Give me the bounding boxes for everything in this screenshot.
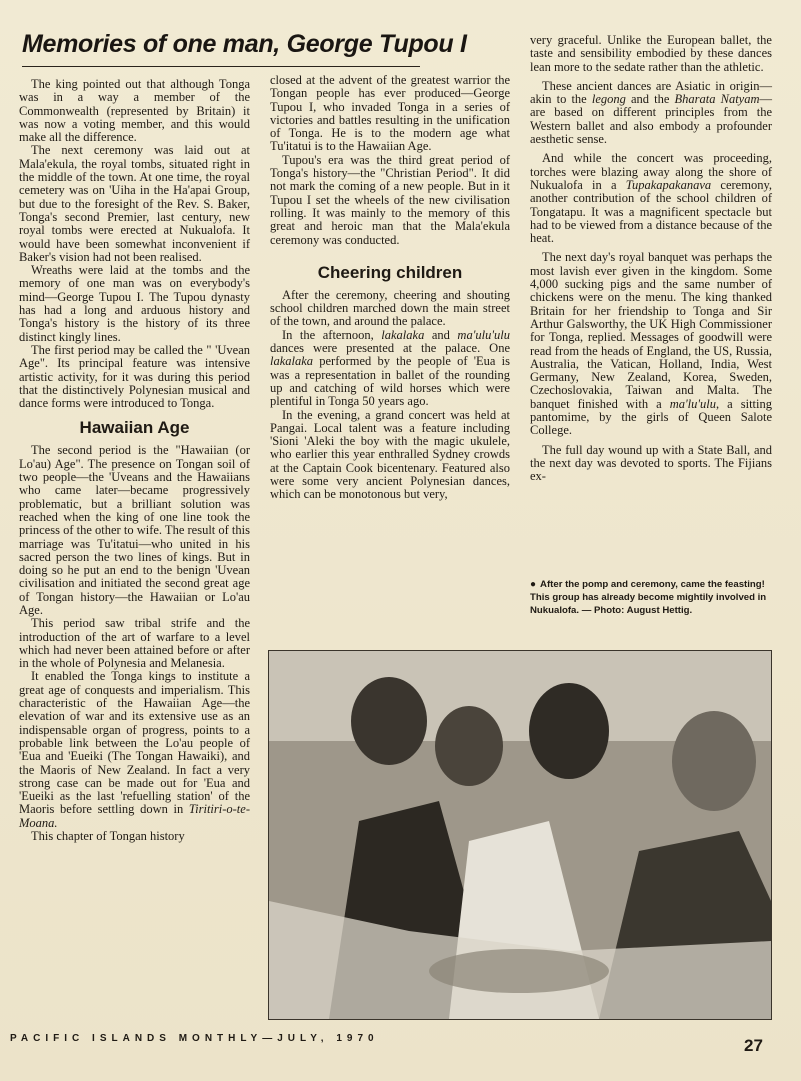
italic-text: ma'lu'ulu bbox=[669, 396, 717, 411]
paragraph: closed at the advent of the greatest warrior the Tongan people has ever produced—George Tupou I, who invaded Tonga in a series of victories and battles resulting in the unification of Tonga. He is to the modern age what Tu'itatui is to the Hawaiian Age. bbox=[270, 73, 510, 154]
paragraph: Tupou's era was the third great period of Tonga's history—the "Christian Period". It did not mark the coming of a new people. But in it Tupou I set the wheels of the new civilisation rolling. It was mainly to the memory of this great and heroic man that the Mala'ekula ceremony was conducted. bbox=[270, 152, 510, 247]
italic-text: Bharata Natyam bbox=[674, 92, 760, 107]
italic-text: Tupakapakanava bbox=[625, 177, 712, 192]
subheading-cheering-children: Cheering children bbox=[317, 262, 463, 282]
text-run: —are based on different principles from the Western ballet and also embody a profounder aesthetic sense. bbox=[530, 92, 772, 147]
italic-text: lakalaka bbox=[270, 354, 314, 369]
italic-text: ma'ulu'ulu bbox=[457, 327, 510, 342]
text-run: and the bbox=[625, 92, 675, 107]
paragraph: The next ceremony was laid out at Mala'ekula, the royal tombs, situated right in the middle of the town. At one time, the royal cemetery was on 'Uiha in the Ha'apai Group, but due to the foresight of the Rev. S. Baker, Tonga's second Premier, last century, new royal tombs were erected at Nukualofa. It would have been somewhat inconvenient if Baker's vision had not been realised. bbox=[19, 143, 250, 264]
italic-text: legong bbox=[591, 92, 626, 107]
headline-rule bbox=[22, 66, 420, 67]
page-footer: PACIFIC ISLANDS MONTHLY—JULY, 1970 bbox=[10, 1033, 379, 1044]
paragraph bbox=[530, 251, 772, 437]
italic-text: Tiritiri-o-te-Moana. bbox=[19, 802, 250, 830]
photo-illustration bbox=[269, 651, 771, 1019]
paragraph: This period saw tribal strife and the introduction of the art of warfare to a level which had never been attained before or after in the whole of Polynesia and Melanesia. bbox=[19, 616, 250, 671]
paragraph bbox=[530, 152, 772, 245]
paragraph: In the evening, a grand concert was held at Pangai. Local talent was a feature including 'Sioni 'Aleki the boy with the magic ukulele, who earlier this year enthralled Sydney crowds at the Captain Cook bicentenary. Featured also were some very ancient Polynesian dances, which can be monotonous but very, bbox=[270, 407, 510, 502]
text-run: and bbox=[424, 327, 458, 342]
text-run: ceremony, another contribution of the school children of Tongatapu. It was a magnificent spectacle but had to be viewed from a distance because of the heat. bbox=[530, 177, 773, 246]
page-number: 27 bbox=[744, 1036, 763, 1055]
article-headline: Memories of one man, George Tupou I bbox=[22, 30, 467, 58]
text-run: And while the concert was proceeding, torches were blazing away along the shore of Nukualofa in a bbox=[530, 151, 772, 192]
paragraph bbox=[19, 670, 250, 830]
paragraph bbox=[270, 329, 510, 409]
paragraph: This chapter of Tongan history bbox=[31, 829, 185, 844]
paragraph: The second period is the "Hawaiian (or Lo'au) Age". The presence on Tongan soil of two people—the 'Uveans and the Hawaiians who came later—became progressively problematic, but a brilliant solution was reached when the king of one line took the princess of the other to wife. The result of this marriage was Tu'itatui—who united in his sacred person the two lines of kings. But in doing so he put an end to the benign 'Uvean civilisation and initiated the second great age of Tongan history—the Hawaiian or Lo'au Age. bbox=[19, 443, 250, 617]
text-run: It enabled the Tonga kings to institute a great age of conquests and imperialism. This characteristic of the Hawaiian Age—the elevation of war and its extensive use as an indispensable organ of progress, points to a probable link between the Lo'au people of 'Eua and 'Eueiki (The Tongan Hawaiki), and the Maoris of New Zealand. In fact a very strong case can be made out for 'Eua and 'Eueiki as the last 'refuelling station' of the Maoris before settling down in bbox=[19, 669, 250, 817]
paragraph: The king pointed out that although Tonga was in a way a member of the Commonwealth (represented by Britain) it was now a voting member, and this would make all the difference. bbox=[19, 77, 250, 145]
paragraph: Wreaths were laid at the tombs and the memory of one man was on everybody's mind—George Tupou I. The Tupou dynasty has had a long and arduous history and Tonga's history is the history of its three distinct kingly lines. bbox=[19, 263, 250, 344]
text-run: In the afternoon, bbox=[282, 327, 382, 342]
caption-bullet: ● bbox=[530, 579, 537, 590]
paragraph: After the ceremony, cheering and shouting school children marched down the main street of the town, and around the palace. bbox=[270, 287, 510, 329]
paragraph: The full day wound up with a State Ball, and the next day was devoted to sports. The Fijians ex- bbox=[530, 442, 772, 484]
photo-caption bbox=[530, 578, 772, 617]
text-column-3 bbox=[530, 34, 772, 484]
text-run: , a sitting pantomime, by the girls of Queen Salote College. bbox=[530, 396, 772, 438]
paragraph bbox=[530, 80, 772, 146]
text-run: These ancient dances are Asiatic in origin—akin to the bbox=[530, 78, 772, 107]
paragraph: very graceful. Unlike the European ballet, the taste and sensibility embodied by these dances lean more to the sedate rather than the athletic. bbox=[530, 33, 772, 74]
text-column-2 bbox=[270, 74, 510, 502]
text-run: dances were presented at the palace. One bbox=[270, 341, 510, 356]
text-column-1 bbox=[19, 78, 250, 843]
text-run: performed by the people of 'Eua is was a representation in ballet of the rounding up and catching of wild horses which were plentiful in Tonga 50 years ago. bbox=[270, 354, 510, 409]
italic-text: lakalaka bbox=[381, 327, 425, 342]
paragraph: The first period may be called the " 'Uvean Age". Its principal feature was intensive artistic activity, for it was during this period that the distinctively Polynesian musical and dance forms were introduced to Tonga. bbox=[19, 342, 250, 411]
feast-photo bbox=[268, 650, 772, 1020]
text-run: The next day's royal banquet was perhaps the most lavish ever given in the kingdom. Some 4,000 sucking pigs and the same number of chickens were on the menu. The king thanked Britain for her friendship to Tonga and Sir Arthur Galsworthy, the UK High Commissioner for Tonga, replied. Messages of goodwill were read from the heads of England, the US, Russia, Australia, the Vatican, Holland, India, West Germany, New Zealand, Korea, Sweden, Czechoslovakia, Taiwan and Malta. The banquet finished with a bbox=[530, 250, 772, 411]
caption-text: After the pomp and ceremony, came the feasting! This group has already become mightily involved in Nukualofa. — Photo: August Hettig. bbox=[530, 579, 767, 616]
subheading-hawaiian-age: Hawaiian Age bbox=[79, 418, 190, 438]
